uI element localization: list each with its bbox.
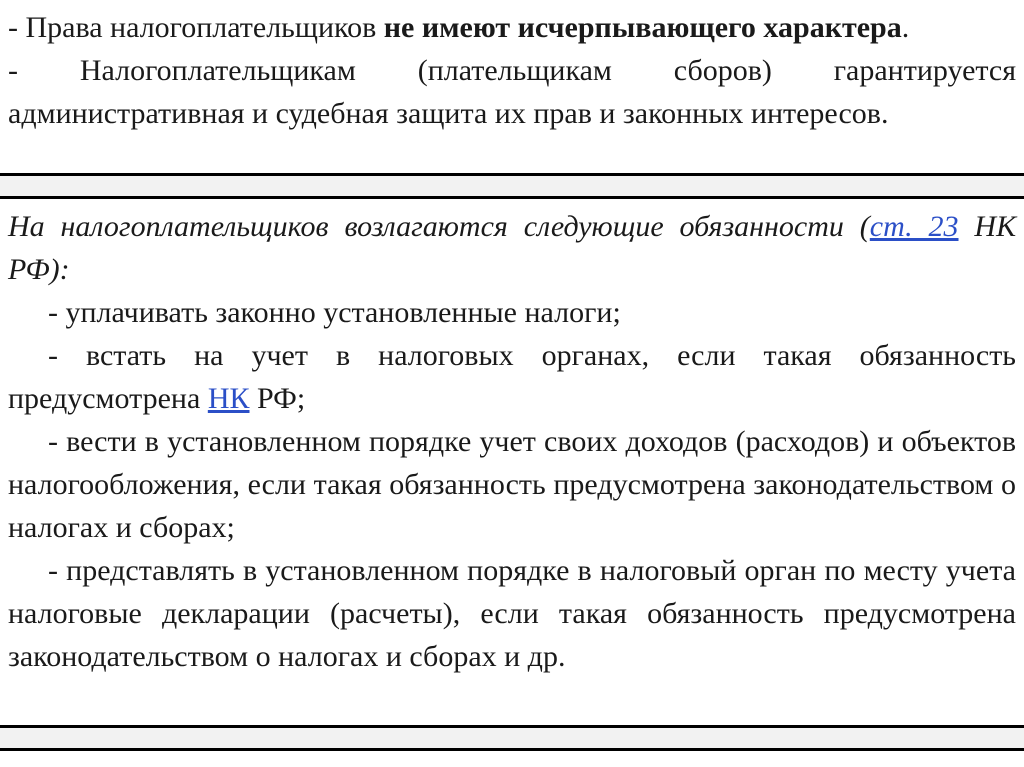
duties-intro-prefix: На налогоплательщиков возлагаются следующие обязанности ( [8,210,870,243]
duties-section [8,205,1016,678]
duty-item-3: - вести в установленном порядке учет своих доходов (расходов) и объектов налогообложения, если такая обязанность предусмотрена законодательством о налогах и сборах; [8,425,1016,544]
duty-item-4: - представлять в установленном порядке в налоговый орган по месту учета налоговые декларации (расчеты), если такая обязанность предусмотрена законодательством о налогах и сборах и др. [8,554,1016,673]
article-23-link[interactable]: ст. 23 [869,210,959,243]
rights-paragraph-1 [8,6,1016,49]
rights-p1-bold: не имеют исчерпывающего характера [383,11,902,44]
divider-bottom [0,196,1024,199]
nk-link[interactable]: НК [207,382,250,415]
footer-divider-bottom [0,748,1024,751]
duty-item-2 [8,334,1016,420]
duties-intro [8,205,1016,291]
duty-item-2-suffix: РФ; [249,382,306,415]
divider-band [0,176,1024,196]
duty-item-2-prefix: - встать на учет в налоговых органах, если такая обязанность предусмотрена [8,339,1016,415]
rights-p1-suffix: . [901,11,910,44]
rights-section [8,6,1016,135]
duty-item-1: - уплачивать законно установленные налоги; [48,296,621,329]
rights-paragraph-2: - Налогоплательщикам (плательщикам сборов) гарантируется административная и судебная защита их прав и законных интересов. [8,54,1016,130]
footer-band [0,728,1024,748]
rights-p1-prefix: - Права налогоплательщиков [8,11,384,44]
duties-intro-suffix: НК РФ): [8,210,1016,286]
